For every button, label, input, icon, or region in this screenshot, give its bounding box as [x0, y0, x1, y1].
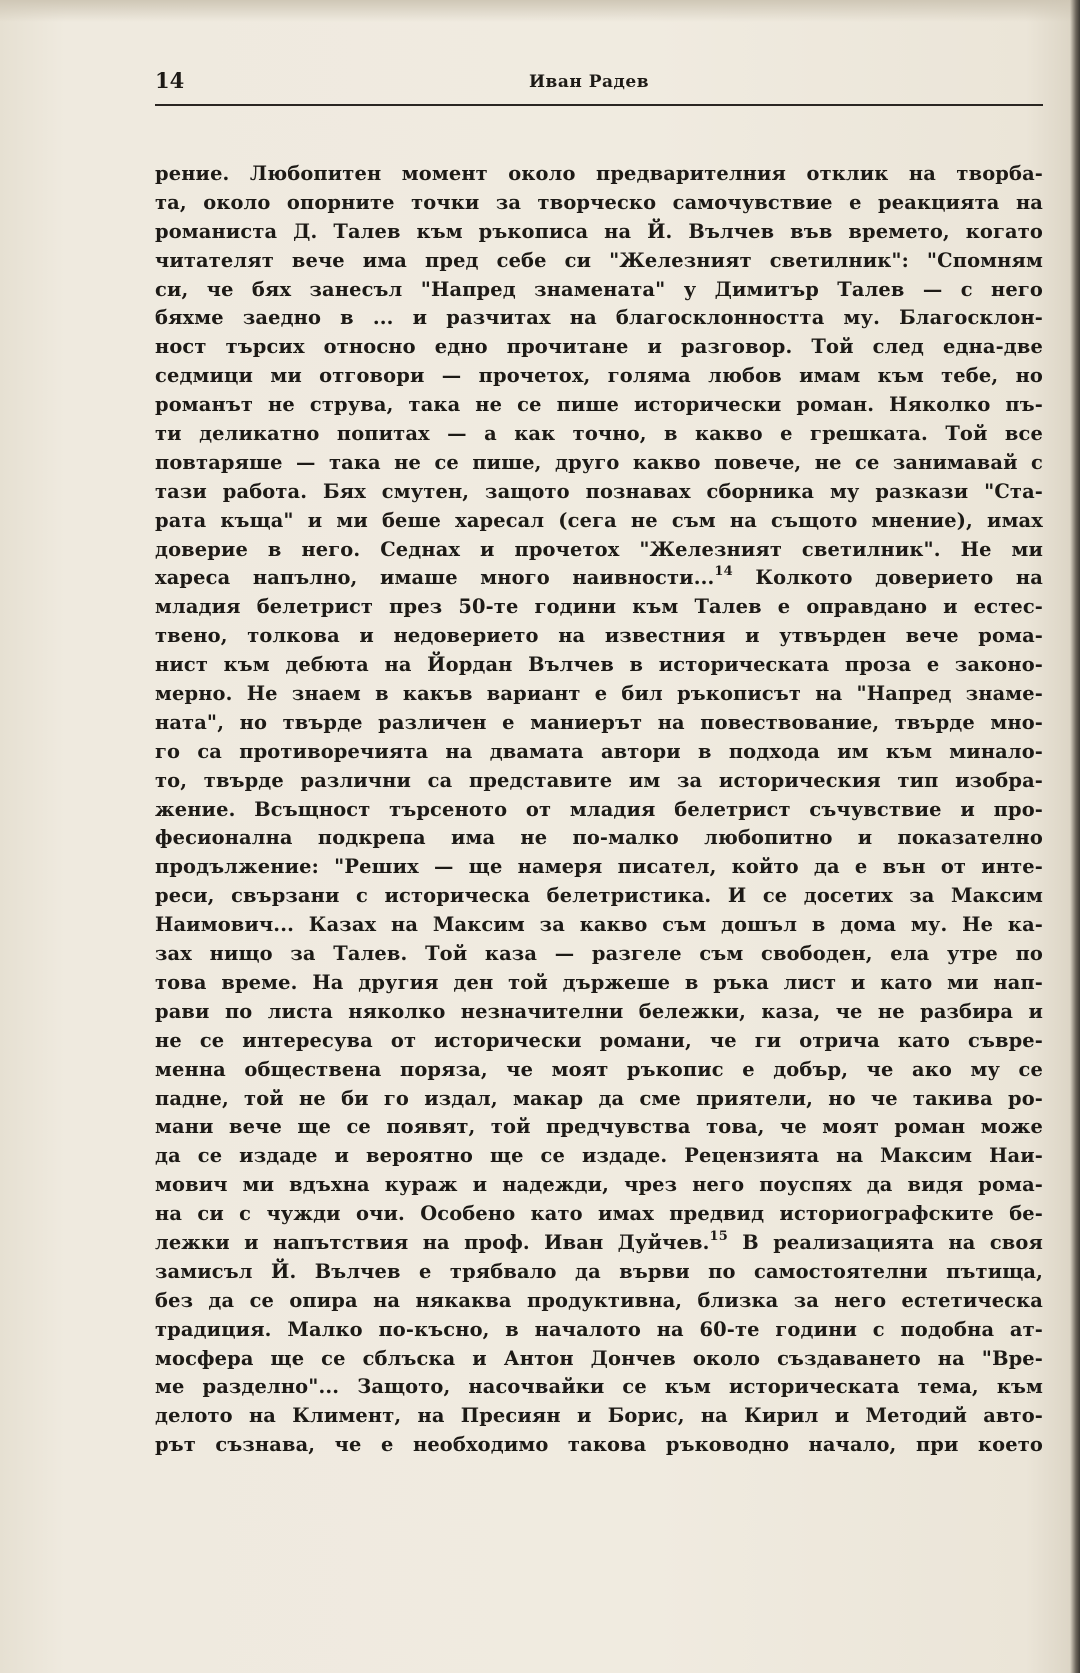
footnote-marker[interactable]: 14 [714, 564, 733, 580]
header-rule [155, 104, 1043, 106]
text-line: рът съзнава, че е необходимо такова ръководно начало, при което [155, 1433, 1043, 1457]
text-line: не се интересува от исторически романи, че ги отрича като съвре- [155, 1028, 1043, 1052]
text-line: традиция. Малко по-късно, в началото на 60-те години с подобна ат- [155, 1317, 1043, 1341]
text-line: мани вече ще се появят, той предчувства това, че моят роман може [155, 1115, 1043, 1139]
text-line: си, че бях занесъл "Напред знамената" у Димитър Талев — с него [155, 277, 1043, 301]
text-line: делото на Климент, на Пресиян и Борис, на Кирил и Методий авто- [155, 1404, 1043, 1428]
text-line: мович ми вдъхна кураж и надежди, чрез него поуспях да видя рома- [155, 1173, 1043, 1197]
text-line: зах нищо за Талев. Той каза — разгеле съм свободен, ела утре по [155, 942, 1043, 966]
footnote-marker[interactable]: 15 [709, 1228, 728, 1244]
text-line: да се издаде и вероятно ще се издаде. Рецензията на Максим Наи- [155, 1144, 1043, 1168]
text-line: повтаряше — така не се пише, друго какво повече, не се занимавай с [155, 450, 1043, 474]
text-line: фесионална подкрепа има не по-малко любопитно и показателно [155, 826, 1043, 850]
text-line: Наимович... Казах на Максим за какво съм дошъл в дома му. Не ка- [155, 913, 1043, 937]
text-line [155, 564, 1043, 593]
body-text [155, 160, 1047, 1460]
text-line: ната", но твърде различен е маниерът на повествование, твърде мно- [155, 710, 1043, 734]
text-line: романиста Д. Талев към ръкописа на Й. Вълчев във времето, когато [155, 219, 1043, 243]
text-line: та, около опорните точки за творческо самочувствие е реакцията на [155, 190, 1043, 214]
text-line: замисъл Й. Вълчев е трябвало да върви по самостоятелни пътища, [155, 1259, 1043, 1283]
text-line: реси, свързани с историческа белетристика. И се досетих за Максим [155, 884, 1043, 908]
text-line: ти деликатно попитах — а как точно, в какво е грешката. Той все [155, 422, 1043, 446]
text-line: романът не струва, така не се пише исторически роман. Няколко пъ- [155, 393, 1043, 417]
text-line [155, 1229, 1043, 1258]
text-line: твено, толкова и недоверието на известния и утвърден вече рома- [155, 624, 1043, 648]
text-line: рави по листа няколко незначителни бележки, каза, че не разбира и [155, 999, 1043, 1023]
text-segment: В реализацията на своя [727, 1230, 1043, 1254]
scan-right-edge [1070, 0, 1080, 1673]
text-line: го са противоречията на двамата автори в подхода им към минало- [155, 739, 1043, 763]
text-line: падне, той не би го издал, макар да сме приятели, но че такива ро- [155, 1086, 1043, 1110]
text-line: нист към дебюта на Йордан Вълчев в историческата проза е законо- [155, 653, 1043, 677]
text-line: то, твърде различни са представите им за историческия тип изобра- [155, 768, 1043, 792]
text-line: мерно. Не знаем в какъв вариант е бил ръкописът на "Напред знаме- [155, 682, 1043, 706]
text-line: продължение: "Реших — ще намеря писател, който да е вън от инте- [155, 855, 1043, 879]
text-line: менна обществена поряза, че моят ръкопис е добър, че ако му се [155, 1057, 1043, 1081]
text-segment: хареса напълно, имаше много наивности... [155, 566, 715, 590]
text-line: без да се опира на някаква продуктивна, близка за него естетическа [155, 1288, 1043, 1312]
text-line: доверие в него. Седнах и прочетох "Железният светилник". Не ми [155, 537, 1043, 561]
text-line: това време. На другия ден той държеше в ръка лист и като ми нап- [155, 970, 1043, 994]
text-segment: Колкото доверието на [732, 566, 1043, 590]
text-line: мосфера ще се сблъска и Антон Дончев около създаването на "Вре- [155, 1346, 1043, 1370]
text-line: седмици ми отговори — прочетох, голяма любов имам към тебе, но [155, 364, 1043, 388]
text-line: жение. Всъщност търсеното от младия белетрист съчувствие и про- [155, 797, 1043, 821]
text-line: ме разделно"... Защото, насочвайки се към историческата тема, към [155, 1375, 1043, 1399]
page-header [155, 64, 1043, 104]
text-line: рение. Любопитен момент около предварителния отклик на творба- [155, 162, 1043, 185]
text-line: рата къща" и ми беше харесал (сега не съм на същото мнение), имах [155, 508, 1043, 532]
text-line: ност търсих относно едно прочитане и разговор. Той след една-две [155, 335, 1043, 359]
scan-top-shadow [0, 0, 1080, 22]
text-line: читателят вече има пред себе си "Железният светилник": "Спомням [155, 248, 1043, 272]
text-line: тази работа. Бях смутен, защото познавах сборника му разкази "Ста- [155, 479, 1043, 503]
text-segment: лежки и напътствия на проф. Иван Дуйчев. [155, 1230, 710, 1254]
text-line: младия белетрист през 50-те години към Талев е оправдано и естес- [155, 595, 1043, 619]
running-head: Иван Радев [529, 72, 650, 92]
text-line: бяхме заедно в ... и разчитах на благосклонността му. Благосклон- [155, 306, 1043, 330]
page-number: 14 [155, 68, 185, 93]
text-line: на си с чужди очи. Особено като имах предвид историографските бе- [155, 1202, 1043, 1226]
